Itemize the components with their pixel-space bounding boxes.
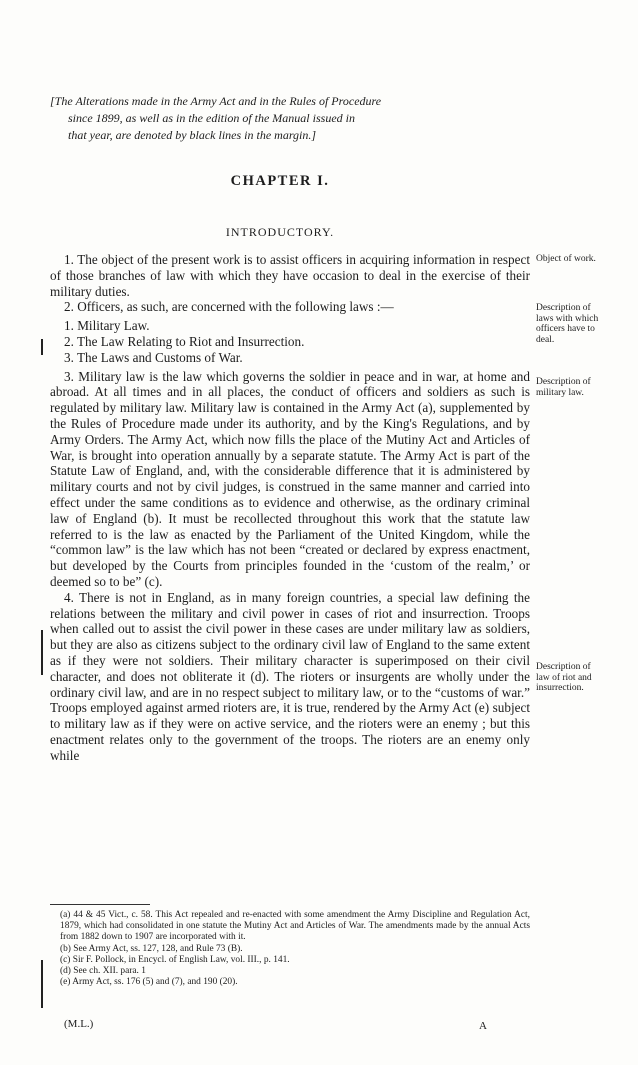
list-item: 2. The Law Relating to Riot and Insurrection. xyxy=(64,333,305,349)
signature-mark: (M.L.) xyxy=(64,1018,94,1030)
margin-note-2: Description of laws with which officers have to deal. xyxy=(536,303,599,345)
alteration-bar xyxy=(41,960,43,1008)
note-line-1: [The Alterations made in the Army Act and in the Rules of Procedure xyxy=(50,94,382,108)
footnote-e: (e) Army Act, ss. 176 (5) and (7), and 190 (20). xyxy=(60,977,238,988)
paragraph-1: 1. The object of the present work is to assist officers in acquiring information in respect of those branches of law with which they have occasion to deal in the exercise of their military duties. xyxy=(50,252,530,299)
laws-list xyxy=(50,318,530,365)
chapter-subtitle: INTRODUCTORY. xyxy=(225,225,335,239)
note-line-2: since 1899, as well as in the edition of the Manual issued in xyxy=(68,111,355,125)
paragraph-2: 2. Officers, as such, are concerned with the following laws :— xyxy=(64,299,394,315)
main-text xyxy=(50,252,530,764)
margin-note-4: Description of law of riot and insurrection. xyxy=(536,662,592,693)
footnotes xyxy=(50,910,530,988)
paragraph-3: 3. Military law is the law which governs the soldier in peace and in war, at home and abroad. At all times and in all places, the conduct of officers and soldiers as such is regulated by military law. Military law is contained in the Army Act (a), supplemented by the Rules of Procedure made under its authority, and by the King's Regulations, and by Army Orders. The Army Act, which now fills the place of the Mutiny Act and Articles of War, is brought into operation annually by a separate statute. The Army Act is part of the Statute Law of England, and, with the considerable difference that it is administered by military courts and not by civil judges, is construed in the same manner and carried into effect under the same conditions as to evidence and otherwise, as the ordinary criminal law of England (b). It must be recollected throughout this work that the statute law referred to is the law as enacted by the Parliament of the United Kingdom, while the “common law” is the law which has not been “created or declared by express enactment, but developed by the Courts from principles founded in the ‘custom of the realm,’ or deemed so to be” (c). xyxy=(50,368,530,589)
folio-mark: A xyxy=(479,1020,487,1032)
alteration-bar xyxy=(41,630,43,675)
footnote-rule xyxy=(50,904,150,905)
margin-note-3: Description of military law. xyxy=(536,377,591,398)
chapter-title: CHAPTER I. xyxy=(230,173,330,189)
alteration-bar xyxy=(41,339,43,355)
alterations-note xyxy=(50,93,530,144)
paragraph-4: 4. There is not in England, as in many foreign countries, a special law defining the relations between the military and civil power in cases of riot and insurrection. Troops when called out to assist the civil power in these cases are under military law as soldiers, but they are also as citizens subject to the ordinary civil law of England to the same extent as if they were not soldiers. Their military character is superimposed on their civil character, and does not obliterate it (d). The rioters or insurgents are wholly under the ordinary civil law, and are in no respect subject to military law, or to the “customs of war.” Troops employed against armed rioters are, it is true, rendered by the Army Act (e) subject to military law as if they were on active service, and the rioters were an enemy ; but this enactment relates only to the government of the troops. The rioters are an enemy only while xyxy=(50,589,530,763)
margin-note-1: Object of work. xyxy=(536,254,596,264)
footnote-c: (c) Sir F. Pollock, in Encycl. of English Law, vol. III., p. 141. xyxy=(60,954,290,965)
footnote-d: (d) See ch. XII. para. 1 xyxy=(60,966,146,977)
footnote-a: (a) 44 & 45 Vict., c. 58. This Act repealed and re-enacted with some amendment the Army Discipline and Regulation Act, 1879, which had consolidated in one statute the Mutiny Act and Articles of War. The amendments made by the annual Acts from 1882 down to 1907 are incorporated with it. xyxy=(60,910,530,943)
list-item: 1. Military Law. xyxy=(64,318,150,334)
note-line-3: that year, are denoted by black lines in the margin.] xyxy=(68,128,317,142)
footnote-b: (b) See Army Act, ss. 127, 128, and Rule 73 (B). xyxy=(60,943,243,954)
list-item: 3. The Laws and Customs of War. xyxy=(64,349,243,365)
